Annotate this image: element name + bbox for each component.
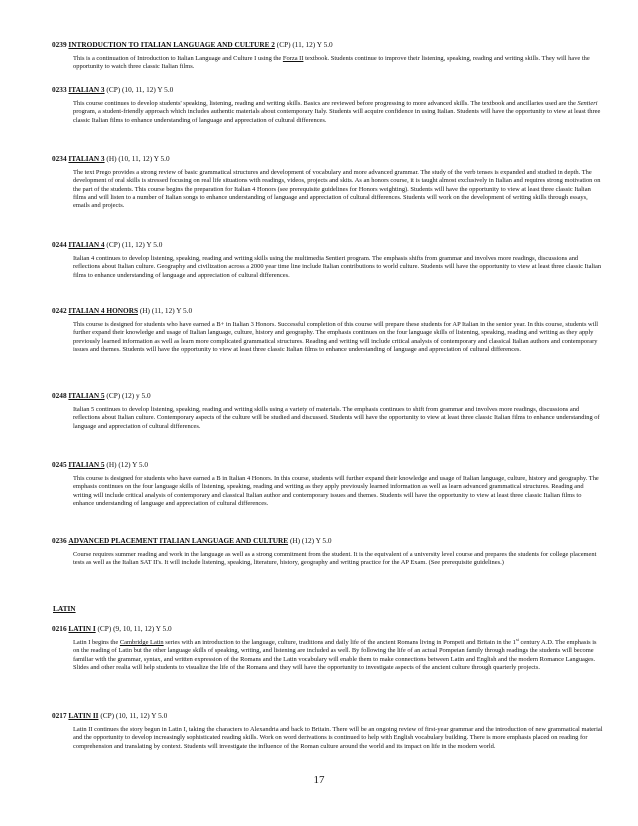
course-meta: (H) (10, 11, 12) Y 5.0 xyxy=(106,154,170,163)
course-heading xyxy=(52,391,600,400)
course-meta: (CP) (9, 10, 11, 12) Y 5.0 xyxy=(97,624,172,633)
course-code: 0234 xyxy=(52,154,67,163)
course-title: ITALIAN 4 HONORS xyxy=(68,306,139,315)
course-0245 xyxy=(52,460,600,508)
course-meta: (CP) (10, 11, 12) Y 5.0 xyxy=(106,85,174,94)
course-code: 0233 xyxy=(52,85,67,94)
course-heading xyxy=(52,40,600,49)
course-code: 0248 xyxy=(52,391,67,400)
course-description: The text Prego provides a strong review of basic grammatical structures and development of vocabulary and more advanced grammar. The study of the verb tenses is expanded and studied in depth. The development of oral skills is stressed focusing on real life situations with readings, videos, projects and skits. As an honors course, it is taught almost exclusively in Italian and requires strong motivation on the part of the students. This course begins the preparation for Italian 4 Honors (see prerequisite guidelines for Honors weighting). Students will have the opportunity to view at least three classic Italian films and will listen to a number of Italian songs to enhance understanding of language and appreciation of cultural differences. Students will work on the development of writing skills through essays, emails and projects. xyxy=(73,169,601,210)
course-title: INTRODUCTION TO ITALIAN LANGUAGE AND CULTURE 2 xyxy=(68,40,275,49)
course-title: ADVANCED PLACEMENT ITALIAN LANGUAGE AND CULTURE xyxy=(68,536,289,545)
course-heading xyxy=(52,711,600,720)
course-code: 0244 xyxy=(52,240,67,249)
course-heading xyxy=(52,306,600,315)
course-title: LATIN II xyxy=(68,711,99,720)
course-meta: (CP) (12) y 5.0 xyxy=(106,391,151,400)
course-0217 xyxy=(52,711,603,751)
description-text: This is a continuation of Introduction to Italian Language and Culture I using the xyxy=(73,55,283,62)
course-0248 xyxy=(52,391,600,431)
description-text: series with an introduction to the language, culture, traditions and daily life of the ancient Romans living in Pompeii and Britain in the 1 xyxy=(163,639,516,646)
course-title: LATIN I xyxy=(68,624,96,633)
course-meta: (CP) (10, 11, 12) Y 5.0 xyxy=(100,711,168,720)
course-0236 xyxy=(52,536,600,568)
course-code: 0216 xyxy=(52,624,67,633)
course-title: ITALIAN 3 xyxy=(68,154,105,163)
course-meta: (H) (11, 12) Y 5.0 xyxy=(139,306,193,315)
course-description: Italian 4 continues to develop listening, speaking, reading and writing skills using the multimedia Sentieri program. The emphasis shifts from grammar and involves more readings, discussions and reflections about Italian culture. Geography and civilization across a 2000 year time line include Italian contributions to world culture. Students will have the opportunity to view at least three classic Italian films to enhance understanding of language and appreciation of cultural differences. xyxy=(73,255,602,279)
course-heading xyxy=(52,624,600,633)
description-text: This course continues to develop students' speaking, listening, reading and writing skills. Basics are reviewed before progressing to more advanced skills. The textbook and ancillaries used are the xyxy=(73,100,578,107)
description-text: Latin I begins the xyxy=(73,639,120,646)
course-0233 xyxy=(52,85,600,125)
textbook-title: Sentieri xyxy=(577,100,598,107)
course-description: Latin II continues the story begun in Latin I, taking the characters to Alexandria and back to Britain. There will be an ongoing review of first-year grammar and the introduction of new grammatical material and the opportunity to develop increasingly sophisticated reading skills. Work on word derivations is continued to help with English vocabulary building. There is more emphasis placed on reading for comprehension and translating by context. Students will investigate the influence of the Roman culture around the world and its impact on life in the modern world. xyxy=(73,726,603,750)
course-meta: (CP) (11, 12) Y 5.0 xyxy=(106,240,163,249)
course-description xyxy=(73,636,603,672)
course-0234 xyxy=(52,154,600,211)
course-title: ITALIAN 3 xyxy=(68,85,105,94)
section-header-latin: LATIN xyxy=(53,604,76,613)
course-heading xyxy=(52,154,600,163)
course-description xyxy=(73,100,603,125)
course-title: ITALIAN 4 xyxy=(68,240,105,249)
course-heading xyxy=(52,240,600,249)
course-code: 0242 xyxy=(52,306,67,315)
course-title: ITALIAN 5 xyxy=(68,391,105,400)
course-meta: (CP) (11, 12) Y 5.0 xyxy=(276,40,333,49)
ordinal-suffix: st xyxy=(515,636,519,642)
course-description xyxy=(73,55,603,72)
course-code: 0217 xyxy=(52,711,67,720)
description-text: program, a student-friendly approach which includes authentic materials about contemporary Italy. Students will acquire confidence in using Italian. Students will have the opportunity to view at least three classic Italian films to enhance understanding of language and appreciation of cultural differences. xyxy=(73,108,601,124)
textbook-title: Forza II xyxy=(282,55,304,62)
course-meta: (H) (12) Y 5.0 xyxy=(106,460,149,469)
page-number: 17 xyxy=(313,774,325,786)
course-code: 0245 xyxy=(52,460,67,469)
description-text: textbook. Students continue to improve their listening, speaking, reading and writing skills. They will have the opportunity to watch three classic Italian films. xyxy=(73,55,590,71)
course-0239 xyxy=(52,40,600,72)
course-heading xyxy=(52,460,600,469)
course-0244 xyxy=(52,240,600,280)
textbook-title: Cambridge Latin xyxy=(119,639,164,646)
course-heading xyxy=(52,85,600,94)
description-text: century A.D. The emphasis is on the reading of Latin but the other language skills of speaking, writing, and listening are included as well. By following the life of an actual Pompeian family through readings the students will become familiar with the grammar, syntax, and written expression of the Romans and the Latin vocabulary will enable them to make connections between Latin and English and the modern Romance Languages. Slides and other realia will help students to visualize the life of the Romans and they will have the opportunity to investigate aspects of the ancient culture through quarterly projects. xyxy=(73,639,597,672)
course-0216 xyxy=(52,624,600,672)
course-description: Course requires summer reading and work in the language as well as a strong commitment from the student. It is the equivalent of a university level course and prepares the students for college placement tests as well as the Italian SAT II's. It will include listening, speaking, literature, history, geography and writing practice for the AP Exam. (See prerequisite guidelines.) xyxy=(73,551,597,567)
course-title: ITALIAN 5 xyxy=(68,460,105,469)
course-0242 xyxy=(52,306,600,354)
course-description: Italian 5 continues to develop listening, speaking, reading and writing skills using a variety of materials. The emphasis continues to shift from grammar and involves more readings, discussions and reflections about Italian culture. Contemporary aspects of the culture will be studied and discussed. Students will have the opportunity to view at least three classic Italian films to enhance understanding of language and appreciation of cultural differences. xyxy=(73,406,600,430)
course-description: This course is designed for students who have earned a B+ in Italian 3 Honors. Successful completion of this course will prepare these students for AP Italian in the senior year. In this course, students will further expand their knowledge and usage of Italian language, culture, history and geography. The emphasis continues on the four language skills of listening, speaking, reading and writing as they apply previously learned information as well as learn more complicated grammatical structures. Reading and writing will include critical analysis of contemporary and classical Italian authors and contemporary issues and themes. Students will have the opportunity to view at least three classic Italian films to enhance understanding of language and appreciation of cultural differences. xyxy=(73,321,599,354)
course-code: 0236 xyxy=(52,536,67,545)
course-meta: (H) (12) Y 5.0 xyxy=(289,536,332,545)
course-description: This course is designed for students who have earned a B in Italian 4 Honors. In this course, students will further expand their knowledge and usage of Italian language, culture, history and geography. The emphasis continues on the four language skills of listening, speaking, reading and writing as they apply previously learned information as well as learn advanced grammatical structures. Reading and writing will include critical analysis of contemporary and classical Italian author and contemporary issues and themes. Students will have the opportunity to view at least three classic Italian films to enhance understanding of language and appreciation of cultural differences. xyxy=(73,475,599,508)
course-heading xyxy=(52,536,600,545)
course-code: 0239 xyxy=(52,40,67,49)
